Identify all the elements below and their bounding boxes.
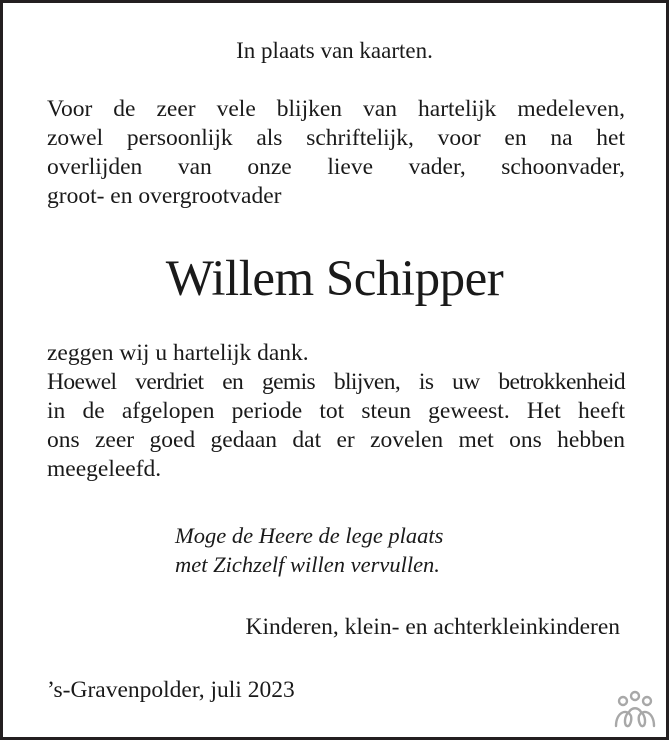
paragraph-line: groot- en overgrootvader [47, 183, 282, 209]
paragraph-line: zowel persoonlijk als schriftelijk, voor en na het [47, 125, 625, 151]
paragraph-line: Hoewel verdriet en gemis blijven, is uw betrokkenheid [47, 369, 625, 395]
paragraph-line: overlijden van onze lieve vader, schoonvader, [47, 154, 625, 180]
paragraph-line: in de afgelopen periode tot steun geweest. Het heeft [47, 398, 625, 424]
verse-quote [175, 521, 443, 579]
deceased-name: Willem Schipper [165, 251, 504, 307]
signature: Kinderen, klein- en achterkleinkinderen [245, 614, 620, 640]
family-people-icon [613, 690, 657, 730]
intro-heading: In plaats van kaarten. [236, 38, 433, 63]
paragraph-line: meegeleefd. [47, 456, 162, 482]
gratitude-paragraph [47, 339, 625, 484]
verse-line: Moge de Heere de lege plaats [175, 523, 444, 548]
verse-line: met Zichzelf willen vervullen. [175, 552, 440, 577]
thanks-paragraph [47, 95, 625, 211]
paragraph-line: ons zeer goed gedaan dat er zovelen met ons hebben [47, 427, 625, 453]
place-date: ’s-Gravenpolder, juli 2023 [47, 677, 295, 703]
paragraph-line: zeggen wij u hartelijk dank. [47, 340, 309, 366]
paragraph-line: Voor de zeer vele blijken van hartelijk medeleven, [47, 96, 625, 122]
